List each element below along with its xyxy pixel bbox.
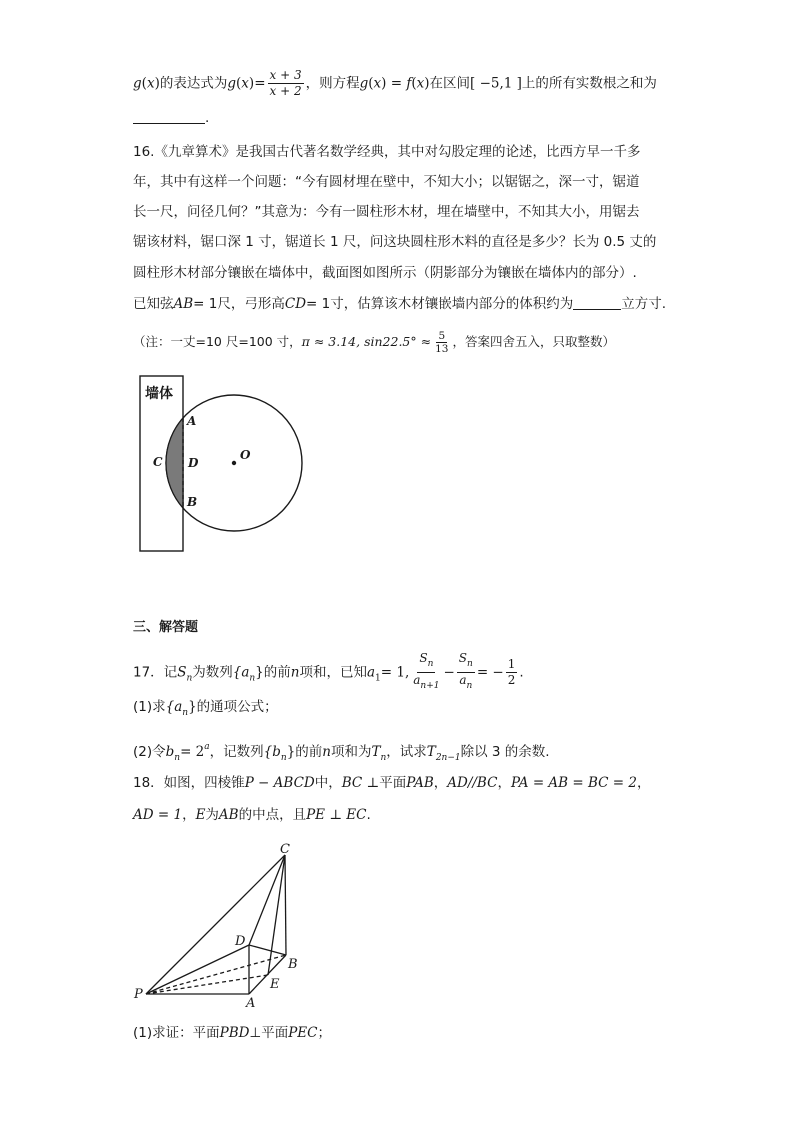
q15-interval: [ −5,1 ] [470,75,522,92]
q17-part-2: (2)令$b_n= 2^a$，记数列$\{b_n\}$的前n项和为$T_n$，试求$T_{2n-1}$除以 3 的余数. [133,742,550,763]
edge-pc [146,855,285,994]
q15-fraction: $\frac{x + 3}{x + 2}$ [269,68,302,98]
log-circle [166,395,302,531]
label-D: D [188,456,199,470]
q17-stem: 17．记$S_n$为数列$\{a_n\}$的前n项和，已知$a_1= 1$, $\frac{S_n}{a_{n+1}}$ − $\frac{S_n}{a_n}$ = − $\frac{1}{2}$ . [133,651,524,691]
section-title: 三、解答题 [133,620,199,635]
q16-line-6: 已知弦AB= 1尺，弓形高CD= 1寸，估算该木材镶嵌墙内部分的体积约为 立方寸. [133,296,667,312]
q18-line-2: AD = 1，E为AB的中点，且PE ⊥ EC. [133,807,371,823]
label-O: O [240,448,251,462]
label-C18: C [280,842,290,857]
label-D18: D [235,934,246,949]
q16-line-5: 圆柱形木材部分镶嵌在墙体中，截面图如图所示（阴影部分为镶嵌在墙体内的部分）. [133,265,637,281]
label-E18: E [270,977,280,992]
q16-answer-blank[interactable] [573,309,621,310]
wall-rect [140,376,183,551]
q16-note: （注：一丈=10 尺=100 寸，π ≈ 3.14, sin22.5° ≈ $\frac{5}{13}$ ，答案四舍五入，只取整数） [133,330,615,355]
edge-db [249,945,286,955]
q15-tail-line: g(x)的表达式为g(x)= $\frac{x + 3}{x + 2}$ ，则方程g(x) = f(x)在区间[ −5,1 ]上的所有实数根之和为 [133,68,657,98]
q15-text-4: 上的所有实数根之和为 [521,75,657,92]
q15-answer-line: . [133,108,209,128]
edge-pd [146,945,249,994]
q18-part-1: (1)求证：平面PBD⊥平面PEC； [133,1025,331,1041]
edge-ce [268,855,285,975]
center-dot [232,461,236,465]
q16-line-2: 年，其中有这样一个问题：“今有圆材埋在壁中，不知大小；以锯锯之，深一寸，锯道 [133,174,640,190]
edge-pe [146,975,268,994]
q16-line-1: 16.《九章算术》是我国古代著名数学经典，其中对勾股定理的论述，比西方早一千多 [133,144,641,160]
q15-answer-blank[interactable] [133,123,205,124]
label-C: C [153,455,163,469]
q16-line-3: 长一尺，问径几何？”其意为：今有一圆柱形木材，埋在墙壁中，不知其大小，用锯去 [133,204,640,220]
label-P18: P [134,987,143,1002]
q15-text-2: ，则方程 [305,75,360,92]
q15-text-3: 在区间 [429,75,471,92]
q17-part-1: (1)求$\{a_n\}$的通项公式； [133,699,278,718]
q16-line-4: 锯该材料，锯口深 1 寸，锯道长 1 尺，问这块圆柱形木料的直径是多少？长为 0.5 丈的 [133,234,657,250]
edge-pb [146,955,286,994]
label-A: A [187,414,197,428]
edge-dc [249,855,285,945]
label-B18: B [288,957,298,972]
wall-label: 墙体 [145,386,173,402]
q18-line-1: 18．如图，四棱锥P − ABCD中，BC ⊥平面PAB，AD//BC，PA = AB = BC = 2， [133,775,651,791]
edge-ab [249,955,286,994]
edge-cb [285,855,286,955]
label-A18: A [246,996,256,1011]
embedded-segment [166,418,183,508]
label-B: B [187,495,198,509]
q15-text-1: 的表达式为 [159,75,228,92]
